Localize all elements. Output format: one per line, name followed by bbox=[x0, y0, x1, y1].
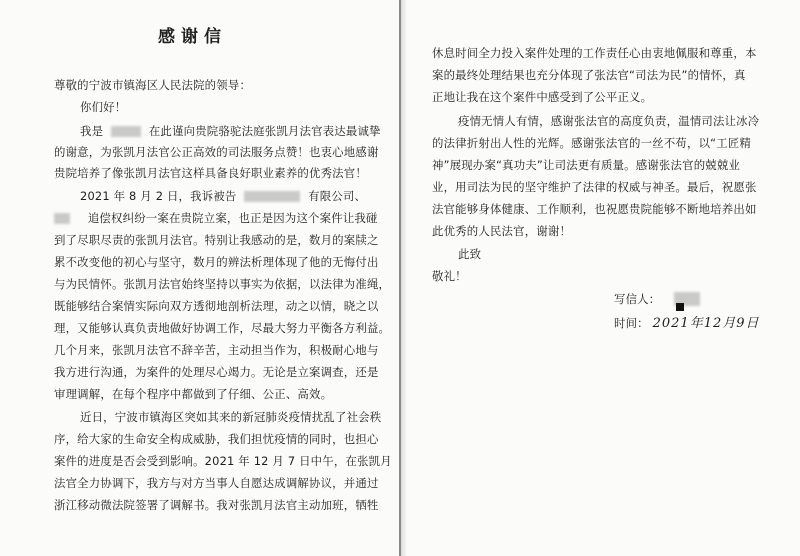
paragraph-line: 案的最终处理结果也充分体现了张法官“司法为民”的情怀，真 bbox=[432, 68, 746, 82]
paragraph-line: 与为民情怀。张凯月法官始终坚持以事实为依据，以法律为准绳， bbox=[54, 277, 391, 291]
date-label: 时间： bbox=[614, 316, 649, 330]
paragraph-line: 序，给大家的生命安全构成威胁，我们担忧疫情的同时，也担心 bbox=[54, 432, 379, 446]
greeting: 你们好！ bbox=[80, 100, 127, 114]
paragraph-line: 贵院培养了像张凯月法官这样具备良好职业素养的优秀法官！ bbox=[54, 166, 367, 180]
letter-title: 感谢信 bbox=[158, 27, 227, 47]
paragraph-line: 几个月来，张凯月法官不辞辛苦，主动担当作为，积极耐心地与 bbox=[54, 343, 379, 357]
signature-label: 写信人： bbox=[614, 292, 661, 306]
intro-rest: 在此谨向贵院骆驼法庭张凯月法官表达最诚挚 bbox=[148, 124, 381, 138]
signature-row bbox=[614, 292, 700, 306]
paragraph-line: 到了尽职尽责的张凯月法官。特别让我感动的是，数月的案牍之 bbox=[54, 233, 379, 247]
paragraph-line: 神”展现办案“真功夫”让司法更有质量。感谢张法官的兢兢业 bbox=[432, 158, 741, 172]
paragraph-line bbox=[54, 211, 378, 225]
case-text: 追偿权纠纷一案在贵院立案，也正是因为这个案件让我碰 bbox=[87, 211, 378, 225]
redacted-party bbox=[54, 213, 70, 224]
salutation: 尊敬的宁波市镇海区人民法院的领导： bbox=[54, 78, 252, 92]
paragraph-line: 休息时间全力投入案件处理的工作责任心由衷地佩服和尊重，本 bbox=[432, 46, 757, 60]
paragraph-line: 的法律折射出人性的光辉。感谢张法官的一丝不苟，以“工匠精 bbox=[432, 136, 752, 150]
case-prefix: 2021 年 8 月 2 日，我诉被告 bbox=[80, 189, 237, 203]
paragraph-line: 此优秀的人民法官，谢谢！ bbox=[432, 224, 572, 238]
paragraph-line: 业，用司法为民的坚守维护了法律的权威与神圣。最后，祝愿张 bbox=[432, 180, 757, 194]
letter-page-right bbox=[401, 0, 800, 556]
date-row bbox=[614, 316, 760, 331]
paragraph-line: 累不改变他的初心与坚守，数月的辨法析理体现了他的无悔付出 bbox=[54, 255, 379, 269]
paragraph-line bbox=[80, 189, 366, 203]
paragraph-line: 的谢意，为张凯月法官公正高效的司法服务点赞！也衷心地感谢 bbox=[54, 145, 379, 159]
closing-ci-zhi: 此致 bbox=[458, 247, 482, 261]
redacted-name bbox=[111, 126, 141, 137]
paragraph-line: 近日，宁波市镇海区突如其来的新冠肺炎疫情扰乱了社会秩 bbox=[80, 410, 382, 424]
paragraph-line: 法官全力协调下，我方与对方当事人自愿达成调解协议，并通过 bbox=[54, 476, 379, 490]
paragraph-line bbox=[80, 124, 381, 138]
paragraph-line: 正地让我在这个案件中感受到了公平正义。 bbox=[432, 90, 653, 104]
letter-page-left bbox=[0, 0, 399, 556]
paragraph-line: 案件的进度是否会受到影响。2021 年 12 月 7 日中午，在张凯月 bbox=[54, 454, 392, 468]
paragraph-line: 疫情无情人有情，感谢张法官的高度负责，温情司法让冰冷 bbox=[458, 114, 760, 128]
scan-shadow bbox=[401, 0, 407, 556]
intro-prefix: 我是 bbox=[80, 124, 104, 138]
paragraph-line: 我方进行沟通，为案件的处理尽心竭力。无论是立案调查，还是 bbox=[54, 365, 379, 379]
case-company: 有限公司、 bbox=[308, 189, 367, 203]
paragraph-line: 理，又能够认真负责地做好协调工作，尽最大努力平衡各方利益。 bbox=[54, 321, 391, 335]
paragraph-line: 既能够结合案情实际向双方透彻地剖析法理，动之以情，晓之以 bbox=[54, 299, 379, 313]
paragraph-line: 法官能够身体健康、工作顺利，也祝愿贵院能够不断地培养出如 bbox=[432, 202, 757, 216]
closing-jing-li: 敬礼！ bbox=[432, 269, 467, 283]
redacted-signature-mark bbox=[676, 303, 684, 311]
paragraph-line: 审理调解，在每个程序中都做到了仔细、公正、高效。 bbox=[54, 387, 333, 401]
paragraph-line: 浙江移动微法院签署了调解书。我对张凯月法官主动加班，牺牲 bbox=[54, 498, 379, 512]
handwritten-date: 2021年12月9日 bbox=[652, 316, 760, 331]
redacted-defendant bbox=[244, 191, 300, 202]
